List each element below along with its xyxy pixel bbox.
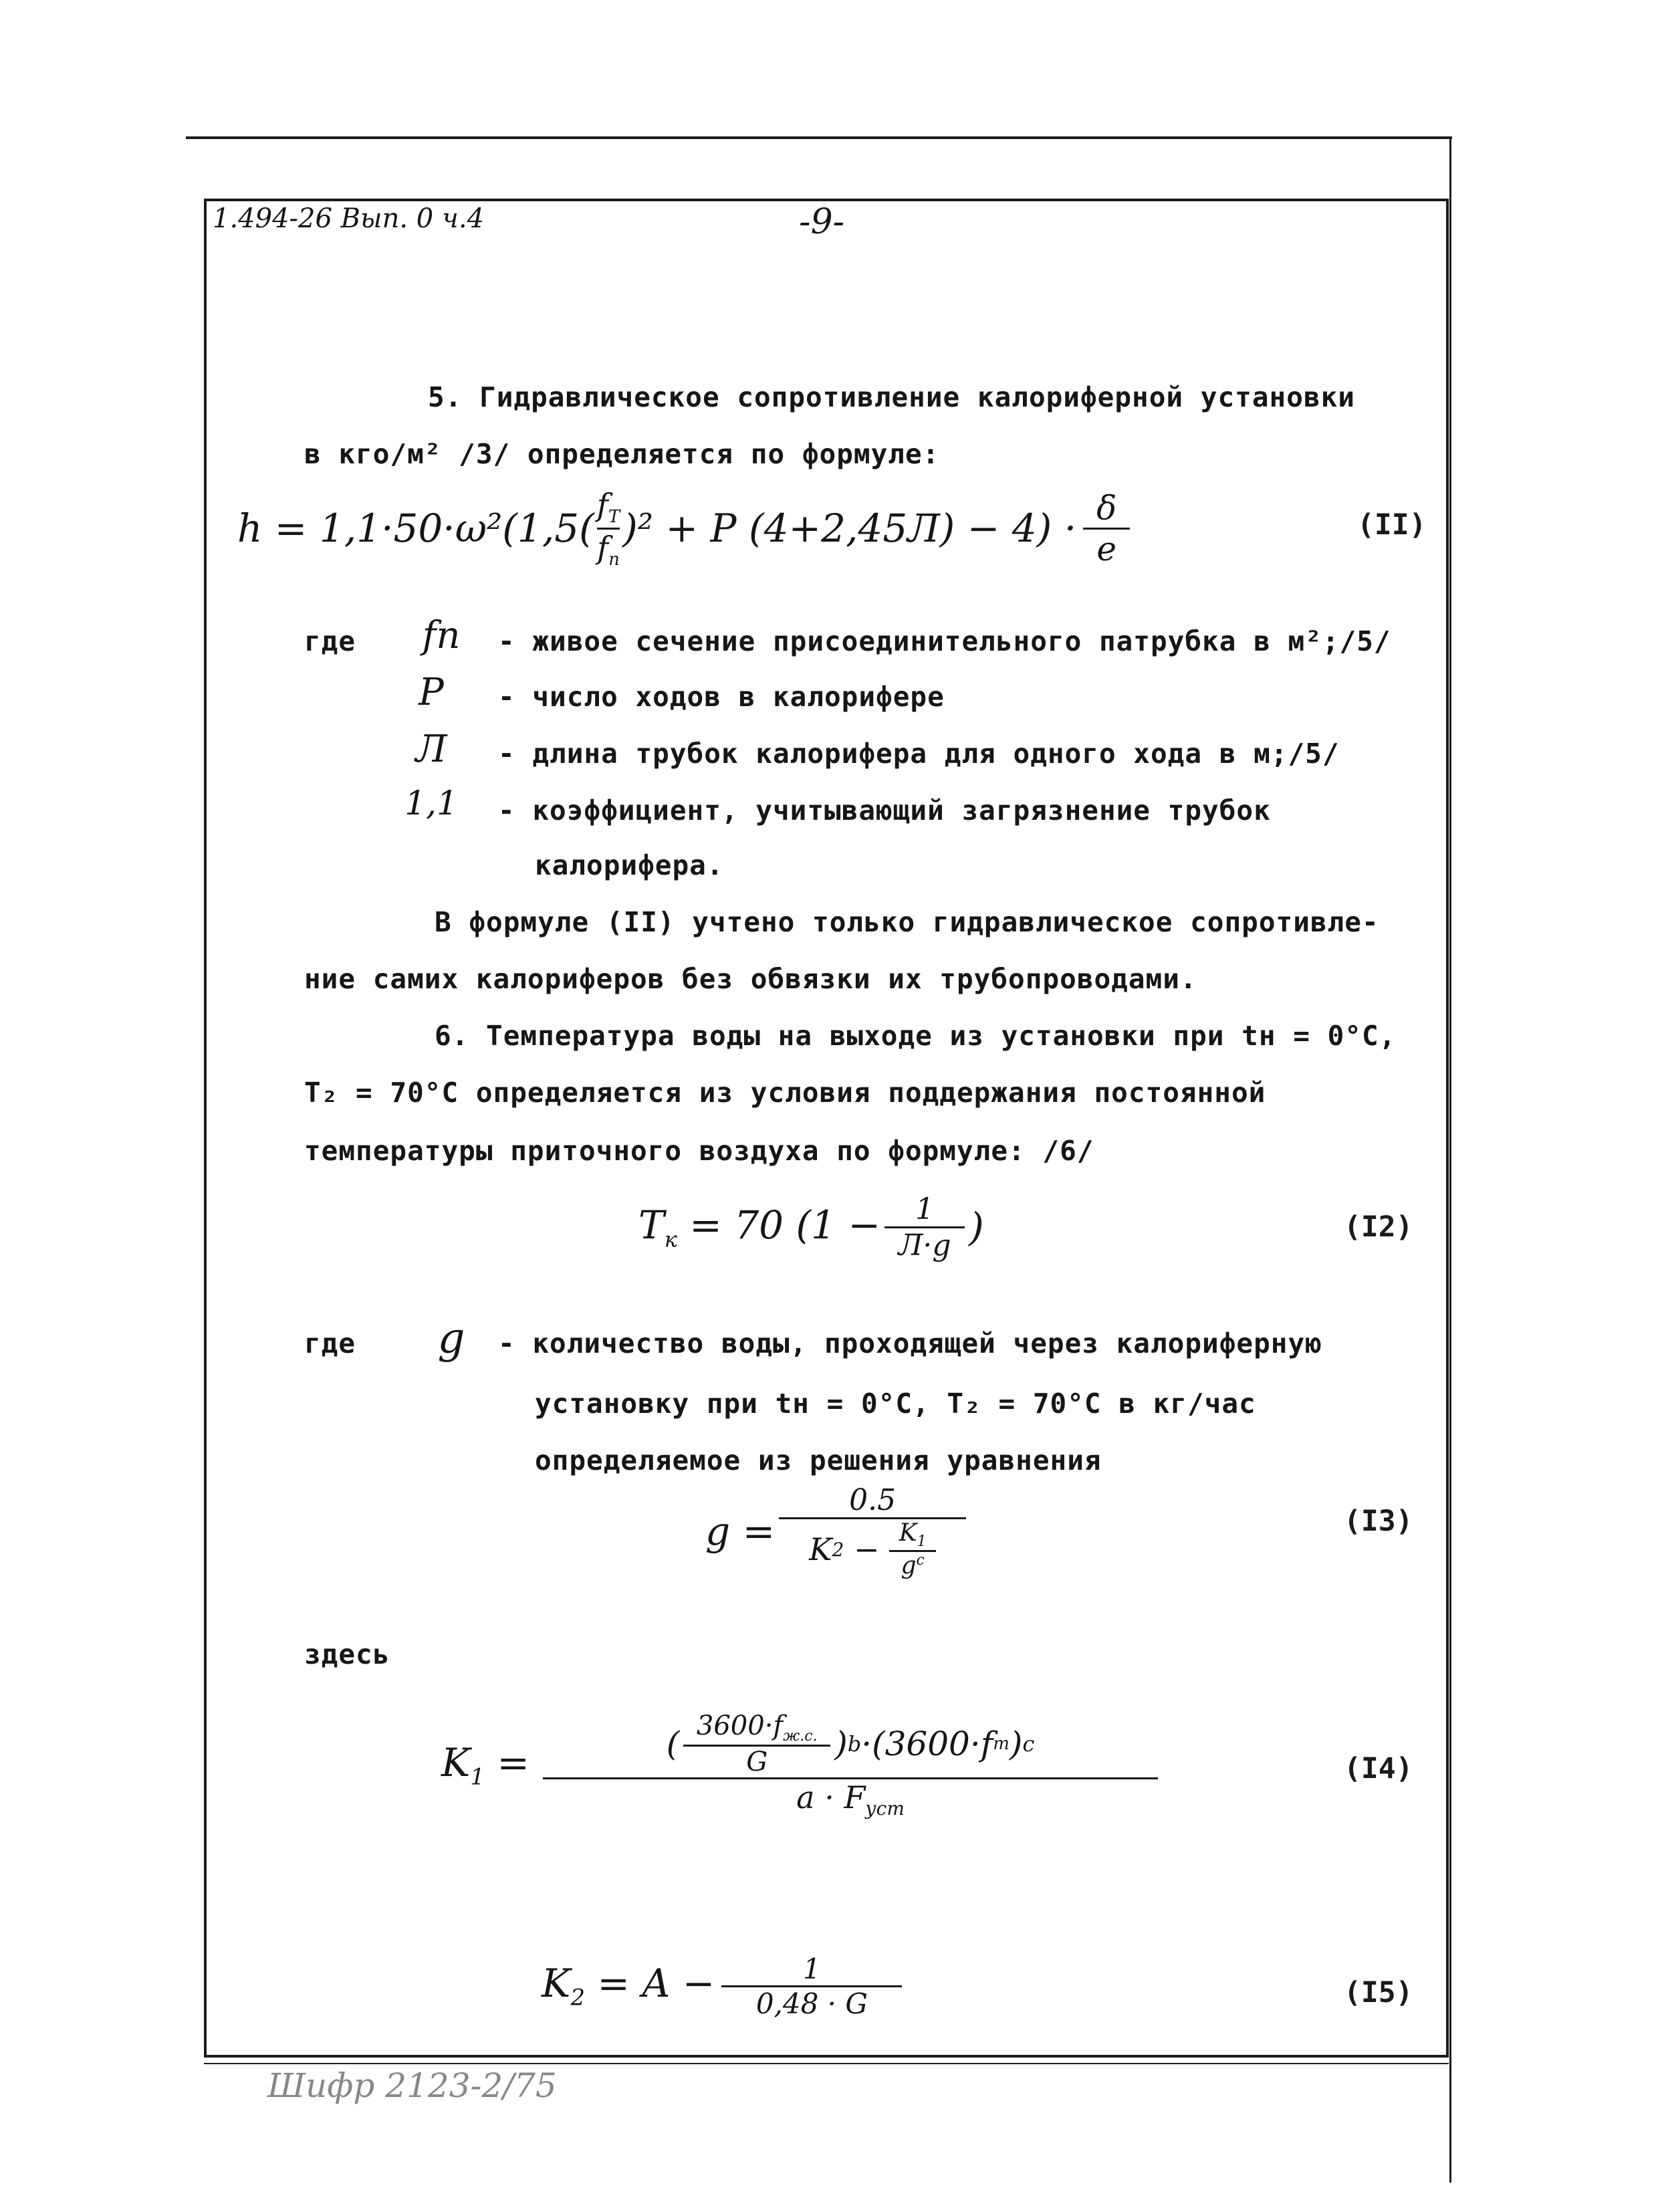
top-rule	[186, 136, 1452, 139]
formula-ii: h = 1,1·50·ω²(1,5( $\frac{f_T}{f_n}$ )² + P (4+2,45Л) − 4) · $\frac{\delta}{e}$	[237, 481, 1130, 575]
frame-right	[1446, 199, 1449, 2058]
section6-line2: T₂ = 70°C определяется из условия поддержания постоянной	[304, 1077, 1266, 1109]
def-cont: калорифера.	[535, 849, 724, 881]
zdes-label: здесь	[304, 1638, 390, 1670]
g-def-line1: - количество воды, проходящей через калориферную	[498, 1327, 1322, 1359]
frame-bottom-double	[204, 2063, 1449, 2064]
section6-line1: 6. Температура воды на выходе из установки при tн = 0°C,	[435, 1020, 1397, 1052]
right-rule	[1449, 136, 1451, 2183]
def-text-p: - число ходов в калорифере	[498, 681, 945, 713]
def-sym-p: P	[419, 671, 444, 714]
formula-i3-label: (I3)	[1344, 1505, 1413, 1538]
def-sym-l: Л	[415, 728, 447, 771]
def-sym-fn: fп	[422, 614, 461, 657]
formula-i2-label: (I2)	[1344, 1210, 1413, 1244]
frame-bottom	[204, 2055, 1449, 2058]
formula-i3: g = 0.5 K 2 − $\frac{K_1}{g^c}$	[705, 1464, 966, 1598]
g-def-line2: установку при tн = 0°C, T₂ = 70°C в кг/час	[535, 1388, 1256, 1420]
def-text-fn: - живое сечение присоединительного патрубка в м²;/5/	[498, 625, 1391, 657]
where-label-2: где	[304, 1327, 356, 1359]
formula-i5-label: (I5)	[1344, 1976, 1413, 2009]
section5-line2: в кго/м² /3/ определяется по формуле:	[304, 438, 940, 470]
formula-i4-label: (I4)	[1344, 1752, 1413, 1785]
note-line2: ние самих калориферов без обвязки их трубопроводами.	[304, 963, 1197, 995]
formula-ii-label: (II)	[1357, 508, 1427, 542]
section5-line1: 5. Гидравлическое сопротивление калориферной установки	[428, 381, 1355, 413]
def-text-l: - длина трубок калорифера для одного хода в м;/5/	[498, 738, 1340, 770]
where-label-1: где	[304, 625, 356, 657]
frame-left	[204, 199, 207, 2058]
formula-i5: $K_2 = A$ − $\frac{1}{0,48 \cdot G}$	[542, 1932, 902, 2039]
def-sym-g: g	[437, 1314, 465, 1363]
formula-i2: $T_к = 70$ (1 − $\frac{1}{Л\cdot g}$ )	[638, 1192, 984, 1262]
def-text-coef: - коэффициент, учитывающий загрязнение трубок	[498, 794, 1271, 826]
doc-code: 1.494-26 Вып. 0 ч.4	[213, 203, 485, 234]
page-number: -9-	[799, 202, 845, 242]
note-line1: В формуле (II) учтено только гидравлическое сопротивле-	[435, 906, 1379, 938]
formula-i4: $K_1$ = ( $\frac{3600\cdot f_{ж.с.}}{G}$ ) b ·(3600·f т ) c $a \cdot F_{уст}$	[441, 1685, 1158, 1846]
frame-top	[204, 199, 1449, 201]
def-sym-coef: 1,1	[404, 784, 458, 822]
footer-stamp: Шифр 2123-2/75	[267, 2066, 557, 2105]
g-def-line3: определяемое из решения уравнения	[535, 1444, 1102, 1476]
section6-line3: температуры приточного воздуха по формуле: /6/	[304, 1135, 1094, 1167]
